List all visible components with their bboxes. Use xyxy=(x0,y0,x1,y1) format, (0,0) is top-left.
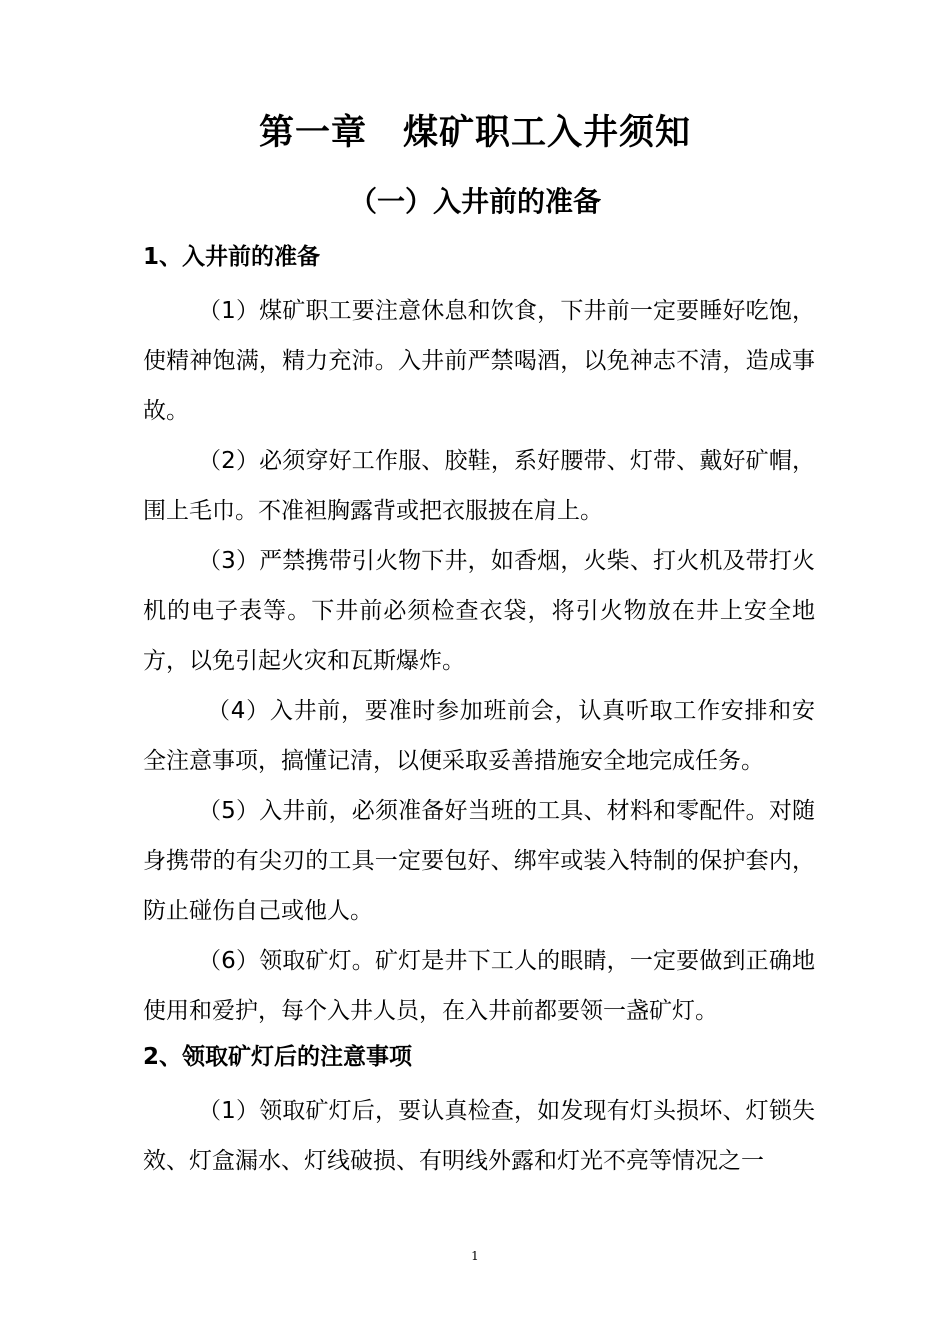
page-body xyxy=(143,236,815,1186)
chapter-title: 第一章 煤矿职工入井须知 xyxy=(258,113,691,153)
paragraph: （5）入井前，必须准备好当班的工具、材料和零配件。对随身携带的有尖刃的工具一定要包好、绑牢或装入特制的保护套内，防止碰伤自己或他人。 xyxy=(143,798,815,924)
paragraph: （1）煤矿职工要注意休息和饮食，下井前一定要睡好吃饱，使精神饱满，精力充沛。入井前严禁喝酒，以免神志不清，造成事故。 xyxy=(143,298,815,424)
subsection-heading: 2、领取矿灯后的注意事项 xyxy=(143,1044,413,1070)
page-number: 1 xyxy=(471,1249,479,1263)
paragraph: （3）严禁携带引火物下井，如香烟，火柴、打火机及带打火机的电子表等。下井前必须检查衣袋，将引火物放在井上安全地方，以免引起火灾和瓦斯爆炸。 xyxy=(143,548,815,674)
paragraph: （1）领取矿灯后，要认真检查，如发现有灯头损坏、灯锁失效、灯盒漏水、灯线破损、有明线外露和灯光不亮等情况之一 xyxy=(143,1098,815,1174)
section-title: （一）入井前的准备 xyxy=(348,185,601,218)
subsection-heading: 1、入井前的准备 xyxy=(143,244,321,270)
paragraph: （2）必须穿好工作服、胶鞋，系好腰带、灯带、戴好矿帽，围上毛巾。不准袒胸露背或把衣服披在肩上。 xyxy=(143,448,815,524)
paragraph: （4）入井前，要准时参加班前会，认真听取工作安排和安全注意事项，搞懂记清，以便采取妥善措施安全地完成任务。 xyxy=(143,698,815,774)
paragraph: （6）领取矿灯。矿灯是井下工人的眼睛，一定要做到正确地使用和爱护，每个入井人员，在入井前都要领一盏矿灯。 xyxy=(143,948,815,1024)
